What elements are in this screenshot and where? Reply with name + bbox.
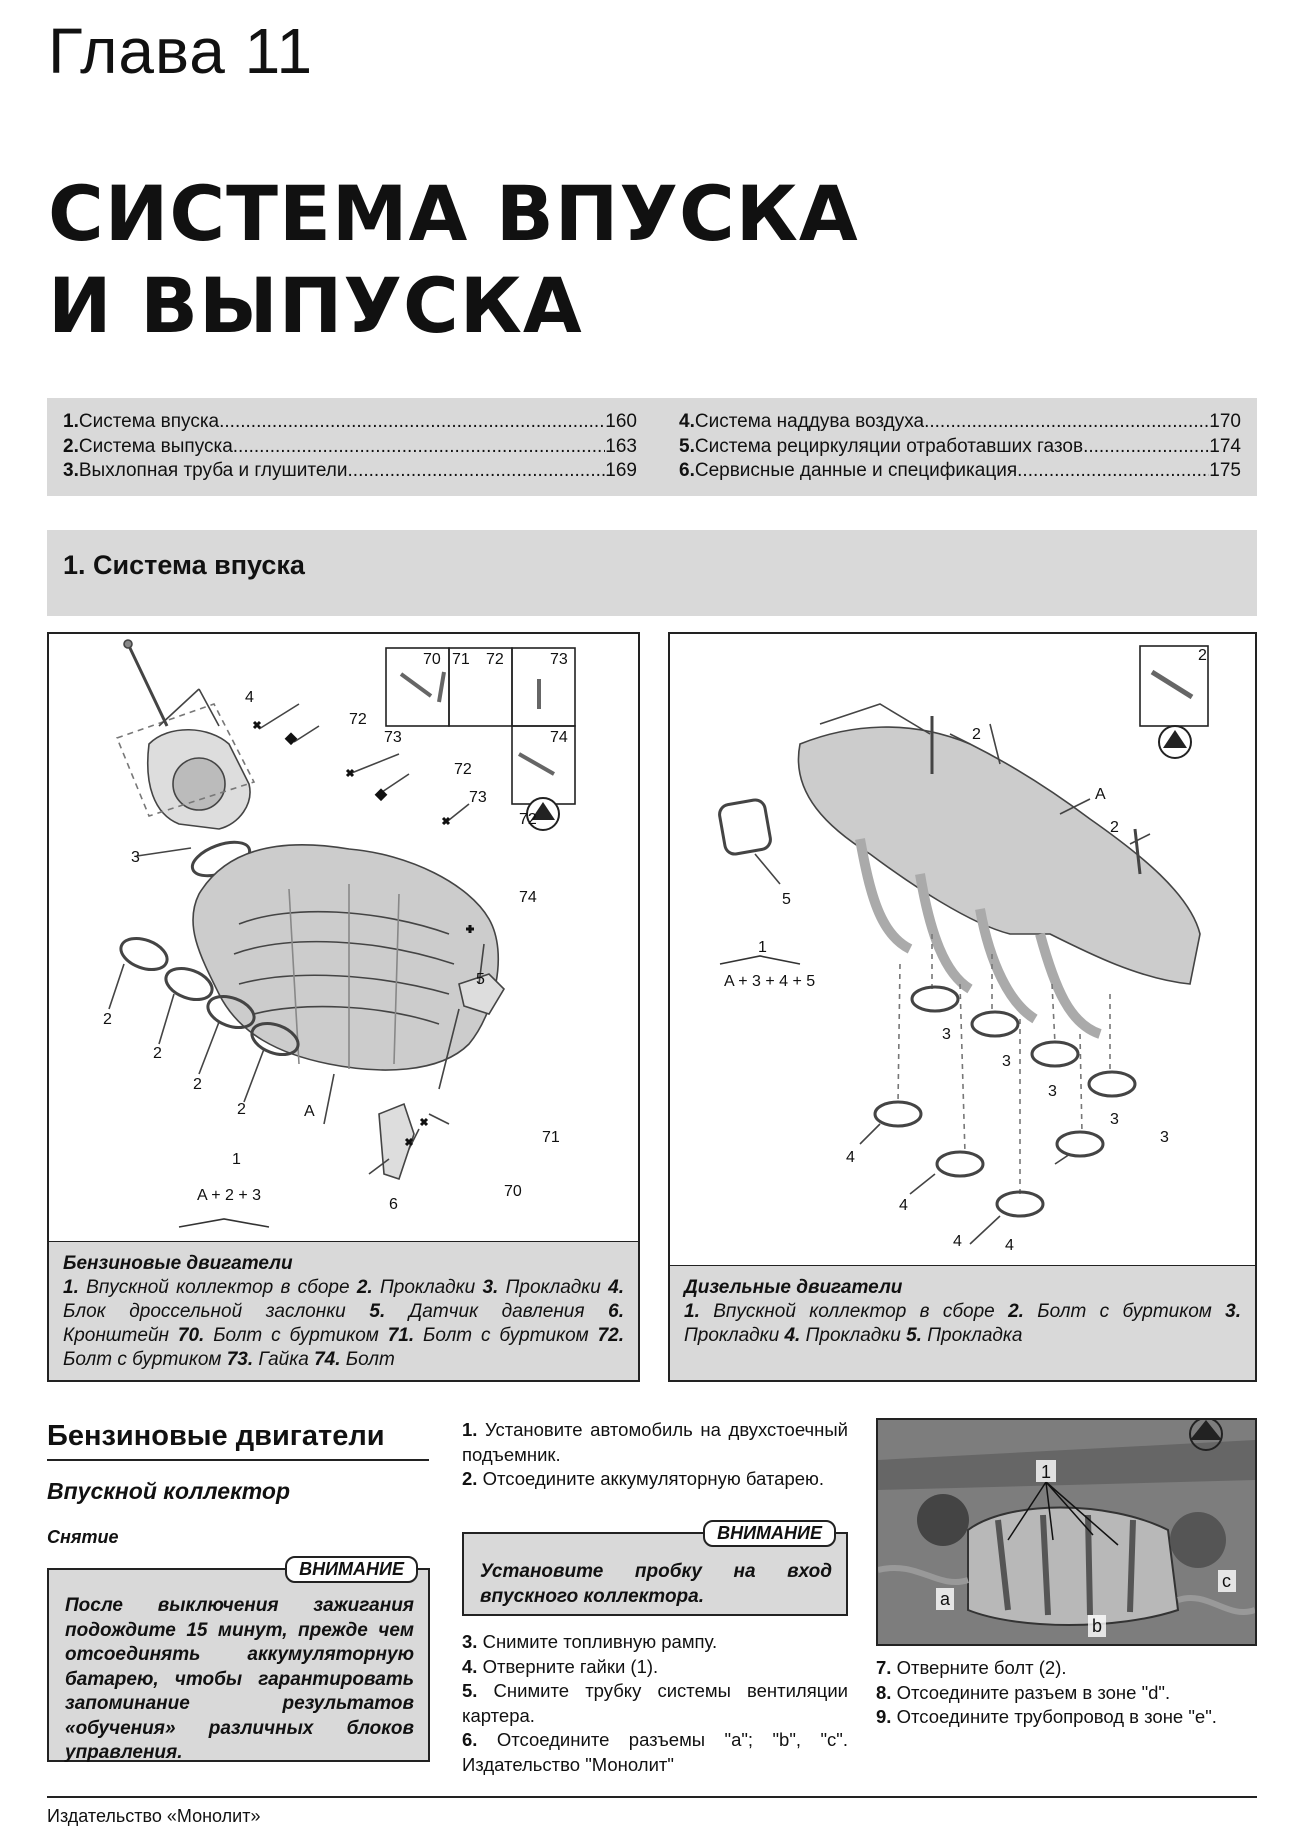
step-text: Снимите топливную рампу.: [477, 1631, 718, 1652]
chapter-label: Глава 11: [48, 15, 314, 87]
step-number: 3.: [462, 1631, 478, 1652]
label-71: 71: [542, 1129, 560, 1146]
item-number: 5.: [906, 1325, 922, 1346]
steps-7-9: [876, 1656, 1257, 1730]
item-text: Прокладка: [921, 1325, 1023, 1346]
section-title: 1. Система впуска: [63, 550, 305, 580]
toc-entry: [679, 435, 1241, 460]
title-line-1: СИСТЕМА ВПУСКА: [48, 169, 859, 258]
toc-number: 5.: [679, 435, 695, 457]
step-number: 2.: [462, 1468, 478, 1489]
item-text: Прокладки: [498, 1277, 609, 1298]
label-A: A: [1095, 786, 1106, 803]
step-text: Установите автомобиль на двухстоечный подъемник.: [462, 1419, 848, 1465]
item-text: Блок дроссельной заслонки: [63, 1301, 370, 1322]
toc-column-left: [63, 410, 637, 484]
warning-text: После выключения зажигания подождите 15 минут, прежде чем отсоединять аккумуляторную батарею, чтобы гарантировать запоминание результатов «обучения» различных блоков управления.: [65, 1595, 414, 1763]
procedure-step: [462, 1655, 848, 1680]
label-A: A: [304, 1103, 315, 1120]
label-3-b: 3: [1002, 1053, 1011, 1070]
toc-number: 3.: [63, 460, 79, 481]
label-72-a: 72: [349, 711, 367, 728]
item-number: 6.: [608, 1301, 624, 1322]
label-2-a: 2: [103, 1011, 112, 1028]
procedure-step: [462, 1630, 848, 1655]
step-text: Отсоедините аккумуляторную батарею.: [477, 1468, 825, 1489]
label-72-c: 72: [519, 811, 537, 828]
toc-number: 1.: [63, 411, 79, 432]
figure-diesel-manifold: [668, 632, 1257, 1382]
label-5: 5: [782, 891, 791, 908]
step-number: 4.: [462, 1655, 478, 1677]
box-label-72: 72: [486, 651, 504, 668]
toc-number: 6.: [679, 460, 695, 481]
toc-label: Система рециркуляции отработавших газов: [694, 435, 1084, 457]
label-2-right: 2: [1110, 819, 1119, 836]
item-text: Гайка: [253, 1349, 315, 1370]
label-70: 70: [504, 1183, 522, 1200]
toc-column-right: [679, 410, 1241, 484]
label-1: 1: [232, 1151, 241, 1168]
toc-label: Сервисные данные и спецификация: [694, 460, 1018, 481]
toc-label: Система впуска: [78, 411, 220, 432]
sub-subsection-heading: Впускной коллектор: [47, 1478, 290, 1504]
box-label-70: 70: [423, 651, 441, 668]
warning-text: Установите пробку на вход впускного коллектора.: [480, 1561, 832, 1607]
toc-label: Система выпуска: [78, 435, 233, 457]
step-number: 8.: [876, 1681, 892, 1703]
toc-page: 169: [605, 460, 637, 481]
toc-number: 2.: [63, 435, 79, 457]
item-text: Прокладки: [372, 1277, 483, 1298]
toc-label: Система наддува воздуха: [694, 411, 925, 432]
label-4: 4: [245, 689, 254, 706]
box-label-73: 73: [550, 651, 568, 668]
item-number: 3.: [482, 1277, 499, 1298]
item-number: 4.: [784, 1325, 801, 1346]
warning-tag: ВНИМАНИЕ: [703, 1520, 836, 1547]
subsection-heading: Бензиновые двигатели: [47, 1420, 429, 1461]
caption-text-petrol: [63, 1277, 624, 1370]
item-number: 3.: [1225, 1301, 1241, 1322]
step-number: 1.: [462, 1419, 478, 1440]
step-text: Отсоедините трубопровод в зоне "e".: [891, 1706, 1217, 1727]
item-number: 73.: [226, 1349, 254, 1370]
toc-number: 4.: [679, 411, 695, 432]
table-of-contents: [47, 398, 1257, 496]
procedure-step: [876, 1705, 1257, 1730]
step-text: Снимите трубку системы вентиляции картера.: [462, 1680, 848, 1726]
toc-entry: [63, 459, 637, 484]
item-number: 4.: [608, 1277, 624, 1298]
item-number: 2.: [356, 1277, 373, 1298]
label-73-b: 73: [469, 789, 487, 806]
procedure-step: [462, 1418, 848, 1467]
label-5: 5: [476, 971, 485, 988]
photo-label-1: 1: [1041, 1462, 1052, 1482]
label-4-b: 4: [899, 1197, 908, 1214]
caption-text-diesel: [684, 1301, 1241, 1346]
toc-leader-dots: [219, 410, 605, 435]
item-text: Прокладки: [684, 1325, 785, 1346]
label-4-a: 4: [846, 1149, 855, 1166]
label-2-top: 2: [972, 726, 981, 743]
label-74: 74: [519, 889, 537, 906]
warning-box-battery: [47, 1559, 430, 1763]
label-6: 6: [389, 1196, 398, 1213]
box-label-71: 71: [452, 651, 470, 668]
toc-entry: [63, 435, 637, 460]
item-number: 72.: [597, 1325, 625, 1346]
toc-leader-dots: [1017, 459, 1209, 484]
step-text: Отверните гайки (1).: [477, 1655, 659, 1677]
item-text: Болт с буртиком: [1023, 1301, 1226, 1322]
item-text: Датчик давления: [385, 1301, 609, 1322]
figure-caption-petrol: [49, 1241, 638, 1380]
steps-3-6: [462, 1630, 848, 1777]
step-text: Отсоедините разъем в зоне "d".: [891, 1681, 1171, 1703]
page-title: [48, 168, 859, 352]
engine-photo: [876, 1418, 1257, 1646]
item-text: Прокладки: [800, 1325, 907, 1346]
label-3: 3: [131, 849, 140, 866]
step-text: Отверните болт (2).: [891, 1657, 1067, 1678]
label-2-b: 2: [153, 1045, 162, 1062]
caption-heading-petrol: Бензиновые двигатели: [63, 1253, 293, 1274]
label-72-b: 72: [454, 761, 472, 778]
label-4-c: 4: [953, 1233, 962, 1250]
photo-label-c: c: [1222, 1571, 1231, 1591]
item-text: Болт с буртиком: [414, 1325, 598, 1346]
toc-leader-dots: [233, 435, 606, 460]
warning-tag: ВНИМАНИЕ: [285, 1556, 418, 1583]
label-1: 1: [758, 939, 767, 956]
label-73-a: 73: [384, 729, 402, 746]
label-4-d: 4: [1005, 1237, 1014, 1254]
item-text: Болт с буртиком: [204, 1325, 388, 1346]
step-text: Отсоедините разъемы "a"; "b", "c". Издательство "Монолит": [462, 1729, 848, 1775]
photo-label-a: a: [940, 1589, 951, 1609]
label-3-a: 3: [942, 1026, 951, 1043]
item-text: Кронштейн: [63, 1325, 178, 1346]
toc-page: 163: [605, 435, 637, 457]
item-text: Болт: [340, 1349, 395, 1370]
item-number: 1.: [63, 1277, 79, 1298]
label-2-d: 2: [237, 1101, 246, 1118]
formula-label: A + 2 + 3: [197, 1187, 262, 1204]
label-3-c: 3: [1048, 1083, 1057, 1100]
petrol-manifold-drawing: [49, 634, 639, 1234]
section-header: [47, 530, 1257, 616]
step-number: 6.: [462, 1729, 478, 1750]
caption-heading-diesel: Дизельные двигатели: [684, 1277, 903, 1298]
toc-leader-dots: [1083, 435, 1209, 460]
toc-entry: [679, 459, 1241, 484]
toc-entry: [679, 410, 1241, 435]
toc-page: 175: [1209, 460, 1241, 481]
toc-entry: [63, 410, 637, 435]
item-text: Впускной коллектор в сборе: [699, 1301, 1009, 1322]
label-2-c: 2: [193, 1076, 202, 1093]
item-number: 71.: [387, 1325, 415, 1346]
procedure-step: [462, 1467, 848, 1492]
footer-publisher: Издательство «Монолит»: [47, 1806, 261, 1826]
toc-page: 160: [605, 411, 637, 432]
item-number: 70.: [177, 1325, 205, 1346]
photo-label-b: b: [1092, 1616, 1103, 1636]
procedure-step: [462, 1728, 848, 1777]
diesel-manifold-drawing: [670, 634, 1256, 1254]
procedure-step: [462, 1679, 848, 1728]
toc-page: 174: [1209, 435, 1241, 457]
label-3-d: 3: [1110, 1111, 1119, 1128]
item-number: 5.: [369, 1301, 386, 1322]
toc-label: Выхлопная труба и глушители: [78, 460, 348, 481]
toc-page: 170: [1209, 411, 1241, 432]
warning-box-plug: [462, 1523, 848, 1616]
box-label-74: 74: [550, 729, 568, 746]
step-number: 9.: [876, 1706, 892, 1727]
item-text: Впускной коллектор в сборе: [78, 1277, 357, 1298]
figure-caption-diesel: [670, 1265, 1255, 1380]
step-number: 5.: [462, 1680, 478, 1701]
steps-1-2: [462, 1418, 848, 1492]
formula-label: A + 3 + 4 + 5: [724, 973, 816, 990]
figure-petrol-manifold: [47, 632, 640, 1382]
procedure-step: [876, 1656, 1257, 1681]
footer-divider: [47, 1796, 1257, 1798]
step-number: 7.: [876, 1657, 892, 1678]
procedure-step: [876, 1681, 1257, 1706]
box-label-2: 2: [1198, 647, 1207, 664]
toc-leader-dots: [924, 410, 1209, 435]
item-number: 2.: [1008, 1301, 1024, 1322]
toc-leader-dots: [348, 459, 606, 484]
item-text: Болт с буртиком: [63, 1349, 227, 1370]
item-number: 74.: [314, 1349, 341, 1370]
label-3-e: 3: [1160, 1129, 1169, 1146]
title-line-2: И ВЫПУСКА: [48, 261, 583, 350]
procedure-heading: Снятие: [47, 1527, 119, 1547]
item-number: 1.: [684, 1301, 700, 1322]
